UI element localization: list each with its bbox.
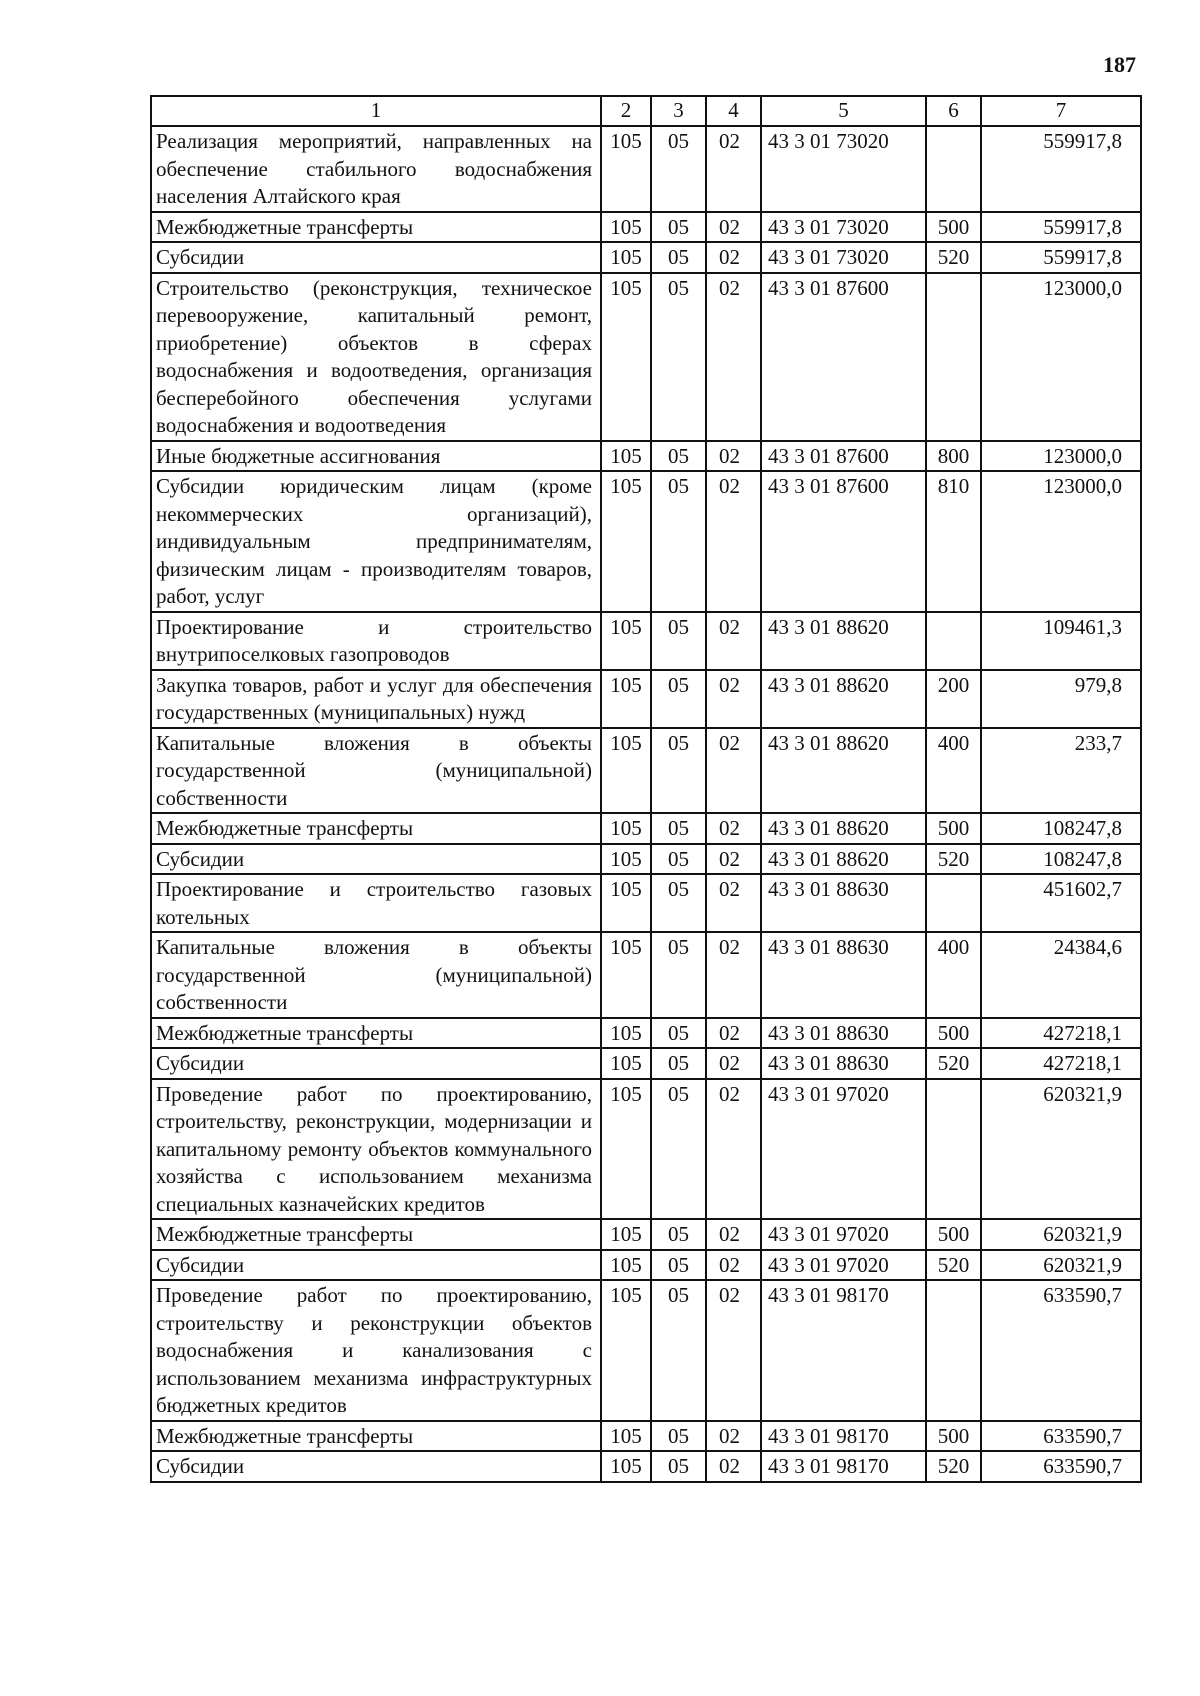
expense-type-cell: 500: [926, 1018, 981, 1049]
table-row: [151, 471, 1141, 612]
table-row: [151, 728, 1141, 814]
code-2-cell: 105: [601, 932, 651, 1018]
amount-cell: 620321,9: [981, 1250, 1141, 1281]
subsection-cell: 02: [706, 670, 761, 728]
section-cell: 05: [651, 844, 706, 875]
amount-cell: 24384,6: [981, 932, 1141, 1018]
item-name-cell: Субсидии: [151, 1048, 601, 1079]
section-cell: 05: [651, 1018, 706, 1049]
section-cell: 05: [651, 728, 706, 814]
subsection-cell: 02: [706, 844, 761, 875]
amount-cell: 451602,7: [981, 874, 1141, 932]
code-2-cell: 105: [601, 1048, 651, 1079]
code-2-cell: 105: [601, 612, 651, 670]
subsection-cell: 02: [706, 1280, 761, 1421]
target-article-cell: 43 3 01 88630: [761, 932, 926, 1018]
column-header-1: 1: [151, 96, 601, 126]
subsection-cell: 02: [706, 728, 761, 814]
subsection-cell: 02: [706, 441, 761, 472]
code-2-cell: 105: [601, 844, 651, 875]
subsection-cell: 02: [706, 471, 761, 612]
section-cell: 05: [651, 1079, 706, 1220]
expense-type-cell: 810: [926, 471, 981, 612]
code-2-cell: 105: [601, 273, 651, 441]
code-2-cell: 105: [601, 471, 651, 612]
amount-cell: 620321,9: [981, 1079, 1141, 1220]
item-name-cell: Субсидии: [151, 844, 601, 875]
amount-cell: 123000,0: [981, 471, 1141, 612]
target-article-cell: 43 3 01 87600: [761, 273, 926, 441]
table-row: [151, 874, 1141, 932]
amount-cell: 559917,8: [981, 126, 1141, 212]
code-2-cell: 105: [601, 1280, 651, 1421]
code-2-cell: 105: [601, 1250, 651, 1281]
target-article-cell: 43 3 01 88620: [761, 670, 926, 728]
code-2-cell: 105: [601, 126, 651, 212]
section-cell: 05: [651, 273, 706, 441]
table-row: [151, 1280, 1141, 1421]
target-article-cell: 43 3 01 88620: [761, 844, 926, 875]
table-row: [151, 1018, 1141, 1049]
code-2-cell: 105: [601, 242, 651, 273]
target-article-cell: 43 3 01 73020: [761, 242, 926, 273]
code-2-cell: 105: [601, 874, 651, 932]
subsection-cell: 02: [706, 212, 761, 243]
section-cell: 05: [651, 471, 706, 612]
expense-type-cell: 520: [926, 1048, 981, 1079]
amount-cell: 979,8: [981, 670, 1141, 728]
section-cell: 05: [651, 1219, 706, 1250]
target-article-cell: 43 3 01 88620: [761, 813, 926, 844]
expense-type-cell: 500: [926, 212, 981, 243]
column-header-4: 4: [706, 96, 761, 126]
item-name-cell: Межбюджетные трансферты: [151, 1219, 601, 1250]
item-name-cell: Проектирование и строительство внутрипоселковых газопроводов: [151, 612, 601, 670]
column-header-3: 3: [651, 96, 706, 126]
code-2-cell: 105: [601, 1421, 651, 1452]
header-row: [151, 96, 1141, 126]
expense-type-cell: 400: [926, 728, 981, 814]
item-name-cell: Капитальные вложения в объекты государственной (муниципальной) собственности: [151, 728, 601, 814]
code-2-cell: 105: [601, 1079, 651, 1220]
section-cell: 05: [651, 212, 706, 243]
table-row: [151, 1219, 1141, 1250]
expense-type-cell: [926, 273, 981, 441]
expense-type-cell: 520: [926, 1451, 981, 1482]
expense-type-cell: [926, 126, 981, 212]
section-cell: 05: [651, 1250, 706, 1281]
section-cell: 05: [651, 441, 706, 472]
table-row: [151, 612, 1141, 670]
expense-type-cell: 500: [926, 1421, 981, 1452]
section-cell: 05: [651, 242, 706, 273]
amount-cell: 427218,1: [981, 1018, 1141, 1049]
item-name-cell: Межбюджетные трансферты: [151, 1421, 601, 1452]
amount-cell: 108247,8: [981, 844, 1141, 875]
amount-cell: 559917,8: [981, 212, 1141, 243]
section-cell: 05: [651, 874, 706, 932]
expense-type-cell: [926, 612, 981, 670]
section-cell: 05: [651, 932, 706, 1018]
subsection-cell: 02: [706, 612, 761, 670]
target-article-cell: 43 3 01 73020: [761, 212, 926, 243]
page-number: 187: [1103, 52, 1136, 77]
expense-type-cell: 500: [926, 813, 981, 844]
subsection-cell: 02: [706, 813, 761, 844]
subsection-cell: 02: [706, 874, 761, 932]
target-article-cell: 43 3 01 87600: [761, 471, 926, 612]
table-row: [151, 1079, 1141, 1220]
item-name-cell: Капитальные вложения в объекты государственной (муниципальной) собственности: [151, 932, 601, 1018]
subsection-cell: 02: [706, 1250, 761, 1281]
item-name-cell: Субсидии юридическим лицам (кроме некоммерческих организаций), индивидуальным предпринимателям, физическим лицам - производителям товаров, работ, услуг: [151, 471, 601, 612]
table-row: [151, 1421, 1141, 1452]
subsection-cell: 02: [706, 126, 761, 212]
budget-table: [150, 95, 1142, 1483]
section-cell: 05: [651, 126, 706, 212]
item-name-cell: Межбюджетные трансферты: [151, 1018, 601, 1049]
target-article-cell: 43 3 01 88620: [761, 728, 926, 814]
table-row: [151, 844, 1141, 875]
expense-type-cell: [926, 1079, 981, 1220]
section-cell: 05: [651, 1280, 706, 1421]
expense-type-cell: [926, 874, 981, 932]
item-name-cell: Межбюджетные трансферты: [151, 212, 601, 243]
expense-type-cell: 520: [926, 1250, 981, 1281]
subsection-cell: 02: [706, 273, 761, 441]
subsection-cell: 02: [706, 1219, 761, 1250]
amount-cell: 427218,1: [981, 1048, 1141, 1079]
item-name-cell: Субсидии: [151, 1451, 601, 1482]
section-cell: 05: [651, 813, 706, 844]
column-header-7: 7: [981, 96, 1141, 126]
amount-cell: 108247,8: [981, 813, 1141, 844]
table-row: [151, 273, 1141, 441]
amount-cell: 633590,7: [981, 1421, 1141, 1452]
code-2-cell: 105: [601, 728, 651, 814]
target-article-cell: 43 3 01 98170: [761, 1421, 926, 1452]
code-2-cell: 105: [601, 441, 651, 472]
section-cell: 05: [651, 670, 706, 728]
item-name-cell: Субсидии: [151, 242, 601, 273]
table-row: [151, 813, 1141, 844]
item-name-cell: Закупка товаров, работ и услуг для обеспечения государственных (муниципальных) нужд: [151, 670, 601, 728]
item-name-cell: Субсидии: [151, 1250, 601, 1281]
table-row: [151, 242, 1141, 273]
table-row: [151, 932, 1141, 1018]
target-article-cell: 43 3 01 98170: [761, 1451, 926, 1482]
column-header-2: 2: [601, 96, 651, 126]
subsection-cell: 02: [706, 242, 761, 273]
target-article-cell: 43 3 01 88630: [761, 1018, 926, 1049]
target-article-cell: 43 3 01 97020: [761, 1250, 926, 1281]
subsection-cell: 02: [706, 932, 761, 1018]
item-name-cell: Строительство (реконструкция, техническое перевооружение, капитальный ремонт, приобретение) объектов в сферах водоснабжения и водоотведения, организация бесперебойного обеспечения услугами водоснабжения и водоотведения: [151, 273, 601, 441]
target-article-cell: 43 3 01 88630: [761, 874, 926, 932]
expense-type-cell: 520: [926, 242, 981, 273]
section-cell: 05: [651, 1451, 706, 1482]
target-article-cell: 43 3 01 97020: [761, 1219, 926, 1250]
table-row: [151, 670, 1141, 728]
target-article-cell: 43 3 01 73020: [761, 126, 926, 212]
target-article-cell: 43 3 01 98170: [761, 1280, 926, 1421]
section-cell: 05: [651, 1048, 706, 1079]
table-row: [151, 1048, 1141, 1079]
section-cell: 05: [651, 1421, 706, 1452]
target-article-cell: 43 3 01 88630: [761, 1048, 926, 1079]
subsection-cell: 02: [706, 1048, 761, 1079]
item-name-cell: Проектирование и строительство газовых котельных: [151, 874, 601, 932]
item-name-cell: Проведение работ по проектированию, строительству и реконструкции объектов водоснабжения и канализования с использованием механизма инфраструктурных бюджетных кредитов: [151, 1280, 601, 1421]
item-name-cell: Проведение работ по проектированию, строительству, реконструкции, модернизации и капитальному ремонту объектов коммунального хозяйства с использованием механизма специальных казначейских кредитов: [151, 1079, 601, 1220]
table-row: [151, 126, 1141, 212]
code-2-cell: 105: [601, 1018, 651, 1049]
target-article-cell: 43 3 01 87600: [761, 441, 926, 472]
column-header-5: 5: [761, 96, 926, 126]
expense-type-cell: 800: [926, 441, 981, 472]
subsection-cell: 02: [706, 1079, 761, 1220]
amount-cell: 233,7: [981, 728, 1141, 814]
target-article-cell: 43 3 01 97020: [761, 1079, 926, 1220]
amount-cell: 620321,9: [981, 1219, 1141, 1250]
section-cell: 05: [651, 612, 706, 670]
item-name-cell: Иные бюджетные ассигнования: [151, 441, 601, 472]
code-2-cell: 105: [601, 813, 651, 844]
item-name-cell: Реализация мероприятий, направленных на обеспечение стабильного водоснабжения населения Алтайского края: [151, 126, 601, 212]
expense-type-cell: 200: [926, 670, 981, 728]
expense-type-cell: 400: [926, 932, 981, 1018]
code-2-cell: 105: [601, 670, 651, 728]
expense-type-cell: 520: [926, 844, 981, 875]
column-header-6: 6: [926, 96, 981, 126]
subsection-cell: 02: [706, 1018, 761, 1049]
subsection-cell: 02: [706, 1421, 761, 1452]
target-article-cell: 43 3 01 88620: [761, 612, 926, 670]
item-name-cell: Межбюджетные трансферты: [151, 813, 601, 844]
subsection-cell: 02: [706, 1451, 761, 1482]
table-row: [151, 1250, 1141, 1281]
table-row: [151, 441, 1141, 472]
amount-cell: 123000,0: [981, 273, 1141, 441]
code-2-cell: 105: [601, 1219, 651, 1250]
amount-cell: 123000,0: [981, 441, 1141, 472]
table-row: [151, 212, 1141, 243]
amount-cell: 559917,8: [981, 242, 1141, 273]
expense-type-cell: 500: [926, 1219, 981, 1250]
table-row: [151, 1451, 1141, 1482]
amount-cell: 633590,7: [981, 1280, 1141, 1421]
code-2-cell: 105: [601, 212, 651, 243]
amount-cell: 109461,3: [981, 612, 1141, 670]
amount-cell: 633590,7: [981, 1451, 1141, 1482]
expense-type-cell: [926, 1280, 981, 1421]
code-2-cell: 105: [601, 1451, 651, 1482]
